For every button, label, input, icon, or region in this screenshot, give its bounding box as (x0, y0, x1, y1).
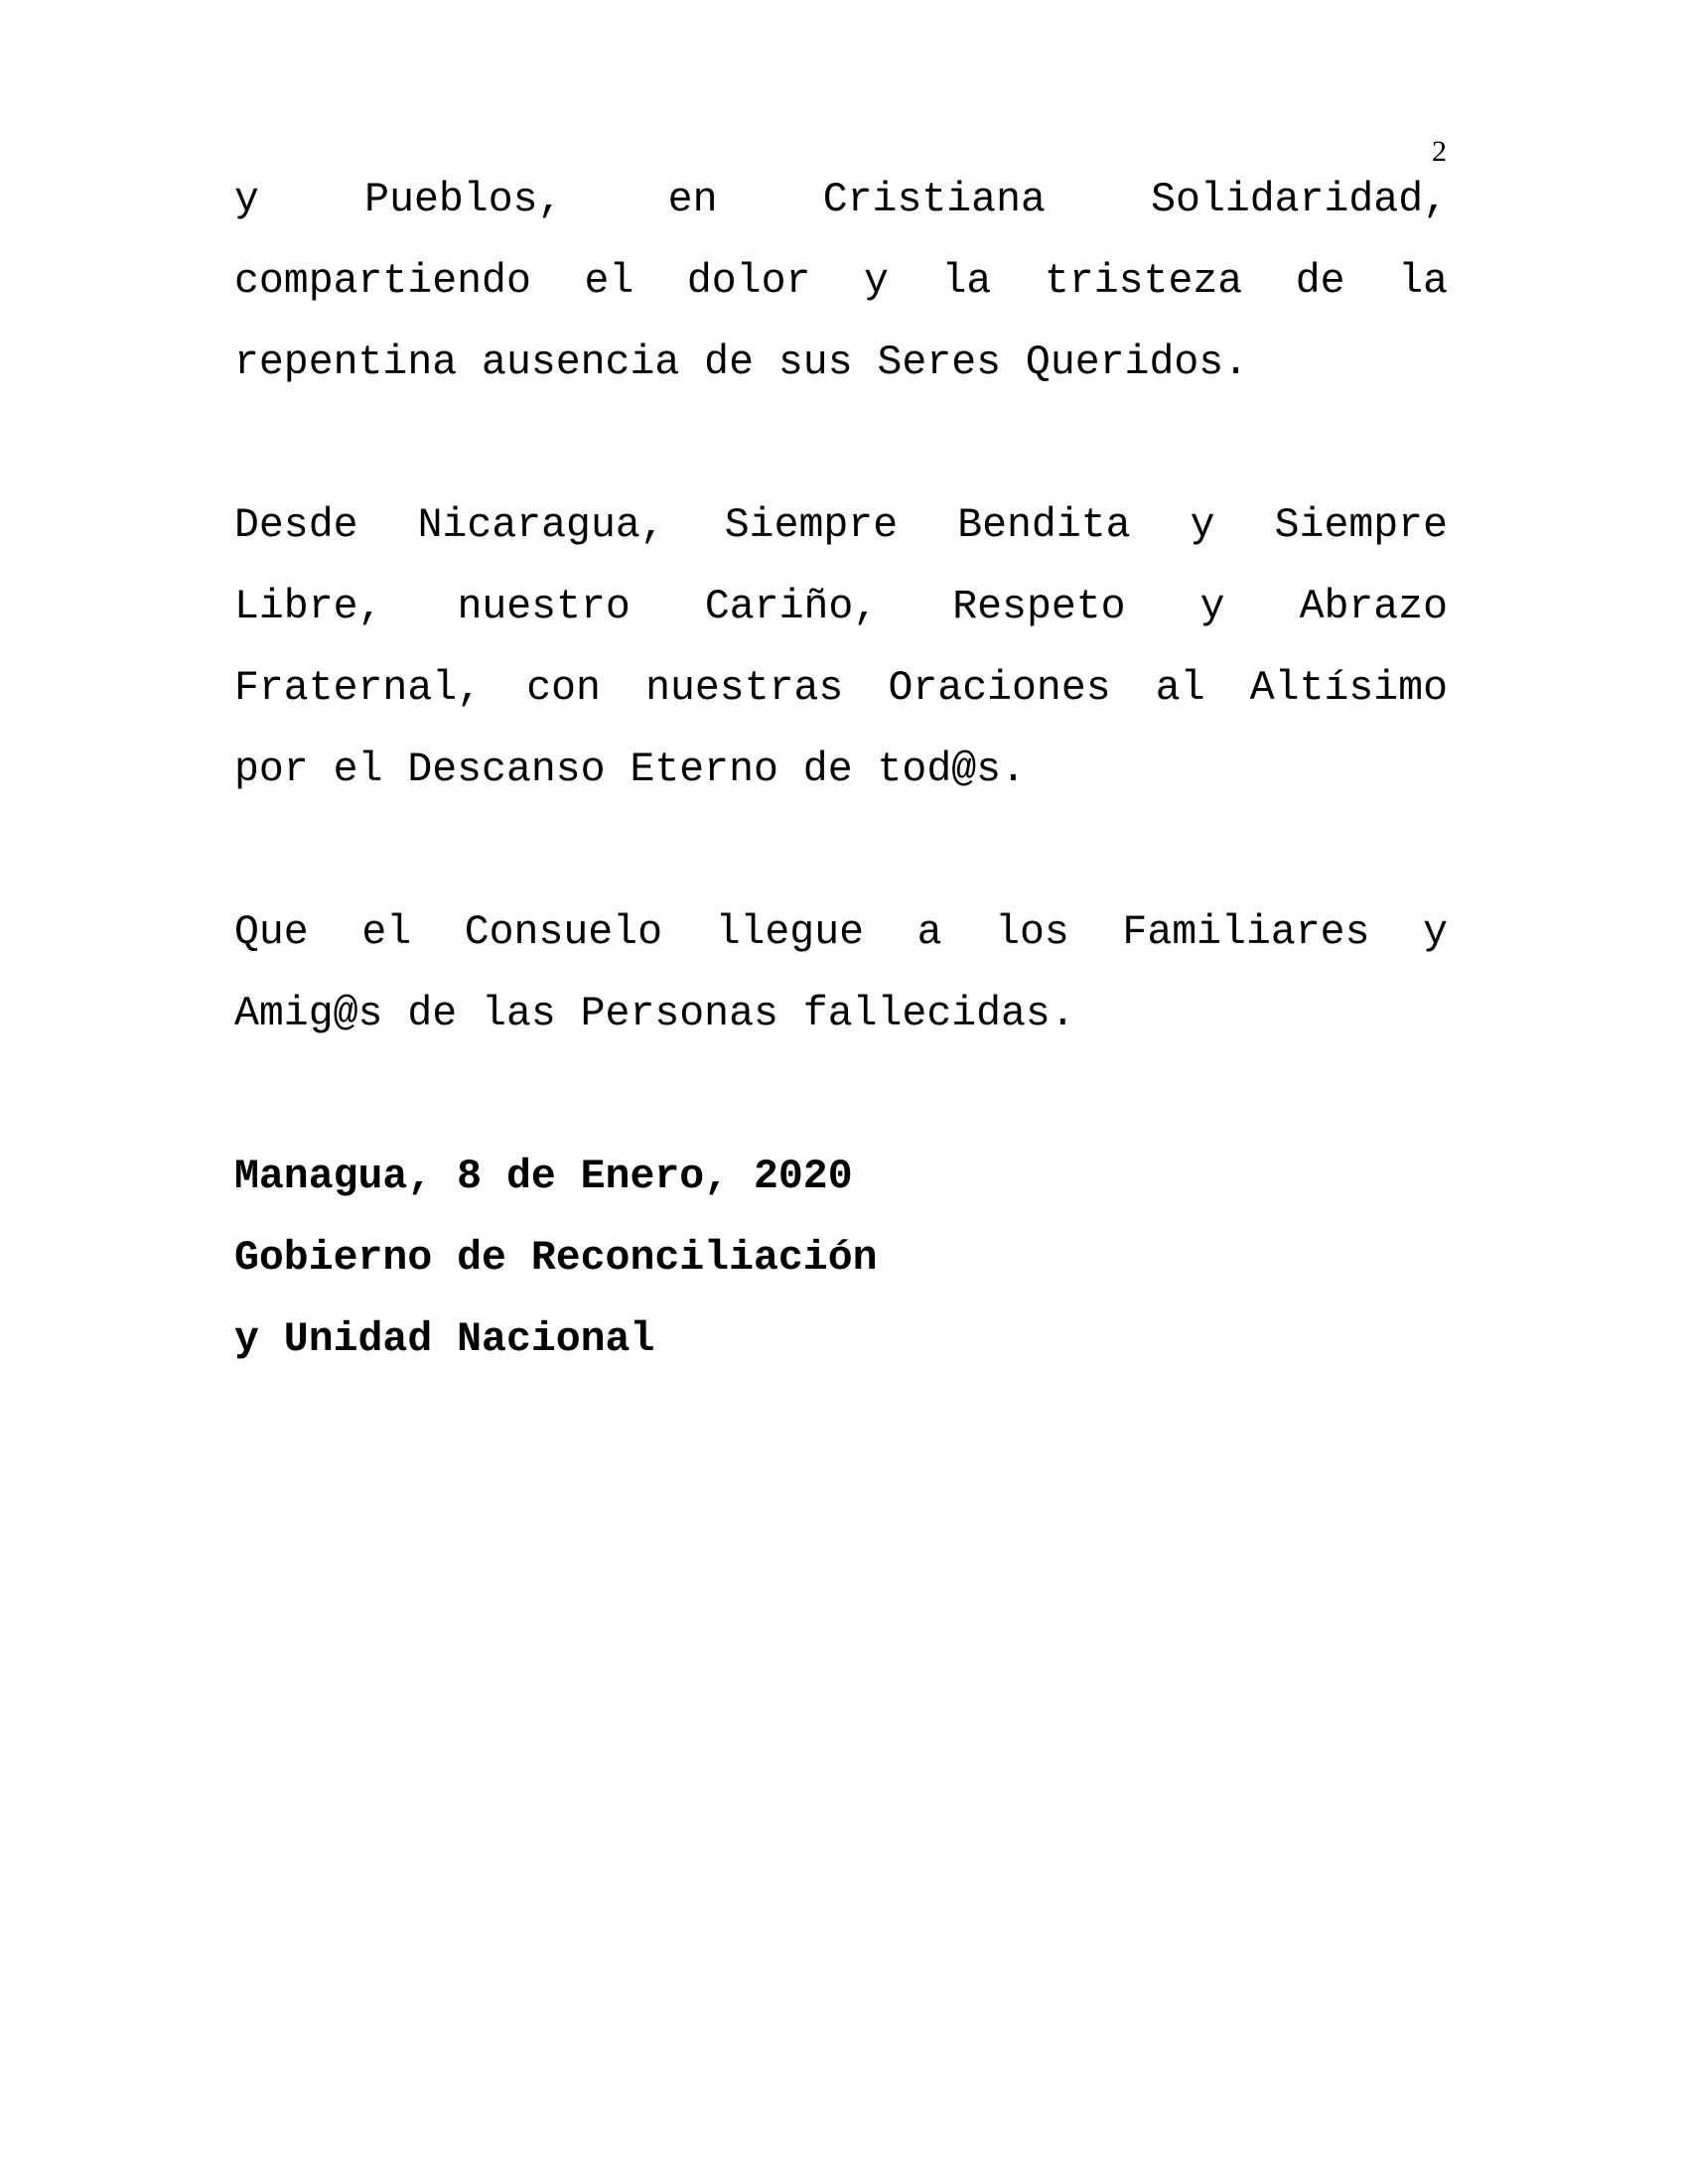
paragraph-3 (234, 892, 1448, 1055)
text-line: Amig@s de las Personas fallecidas. (234, 991, 1075, 1037)
signature-place-date: Managua, 8 de Enero, 2020 (234, 1154, 853, 1200)
document-body (234, 160, 1448, 1381)
text-line: Que el Consuelo llegue a los Familiares y (234, 909, 1448, 956)
paragraph-2 (234, 485, 1448, 811)
text-line: repentina ausencia de sus Seres Queridos. (234, 340, 1249, 386)
text-line: Libre, nuestro Cariño, Respeto y Abrazo (234, 584, 1448, 630)
text-line: Fraternal, con nuestras Oraciones al Altísimo (234, 665, 1448, 712)
text-line: compartiendo el dolor y la tristeza de la (234, 258, 1448, 305)
text-line: y Pueblos, en Cristiana Solidaridad, (234, 177, 1448, 223)
signature-org-line-1: Gobierno de Reconciliación (234, 1235, 878, 1282)
signature-org-line-2: y Unidad Nacional (234, 1316, 655, 1363)
text-line: por el Descanso Eterno de tod@s. (234, 747, 1026, 793)
page-number: 2 (1432, 135, 1447, 168)
text-line: Desde Nicaragua, Siempre Bendita y Siempre (234, 502, 1448, 549)
signature-block (234, 1137, 1448, 1381)
paragraph-1 (234, 160, 1448, 404)
